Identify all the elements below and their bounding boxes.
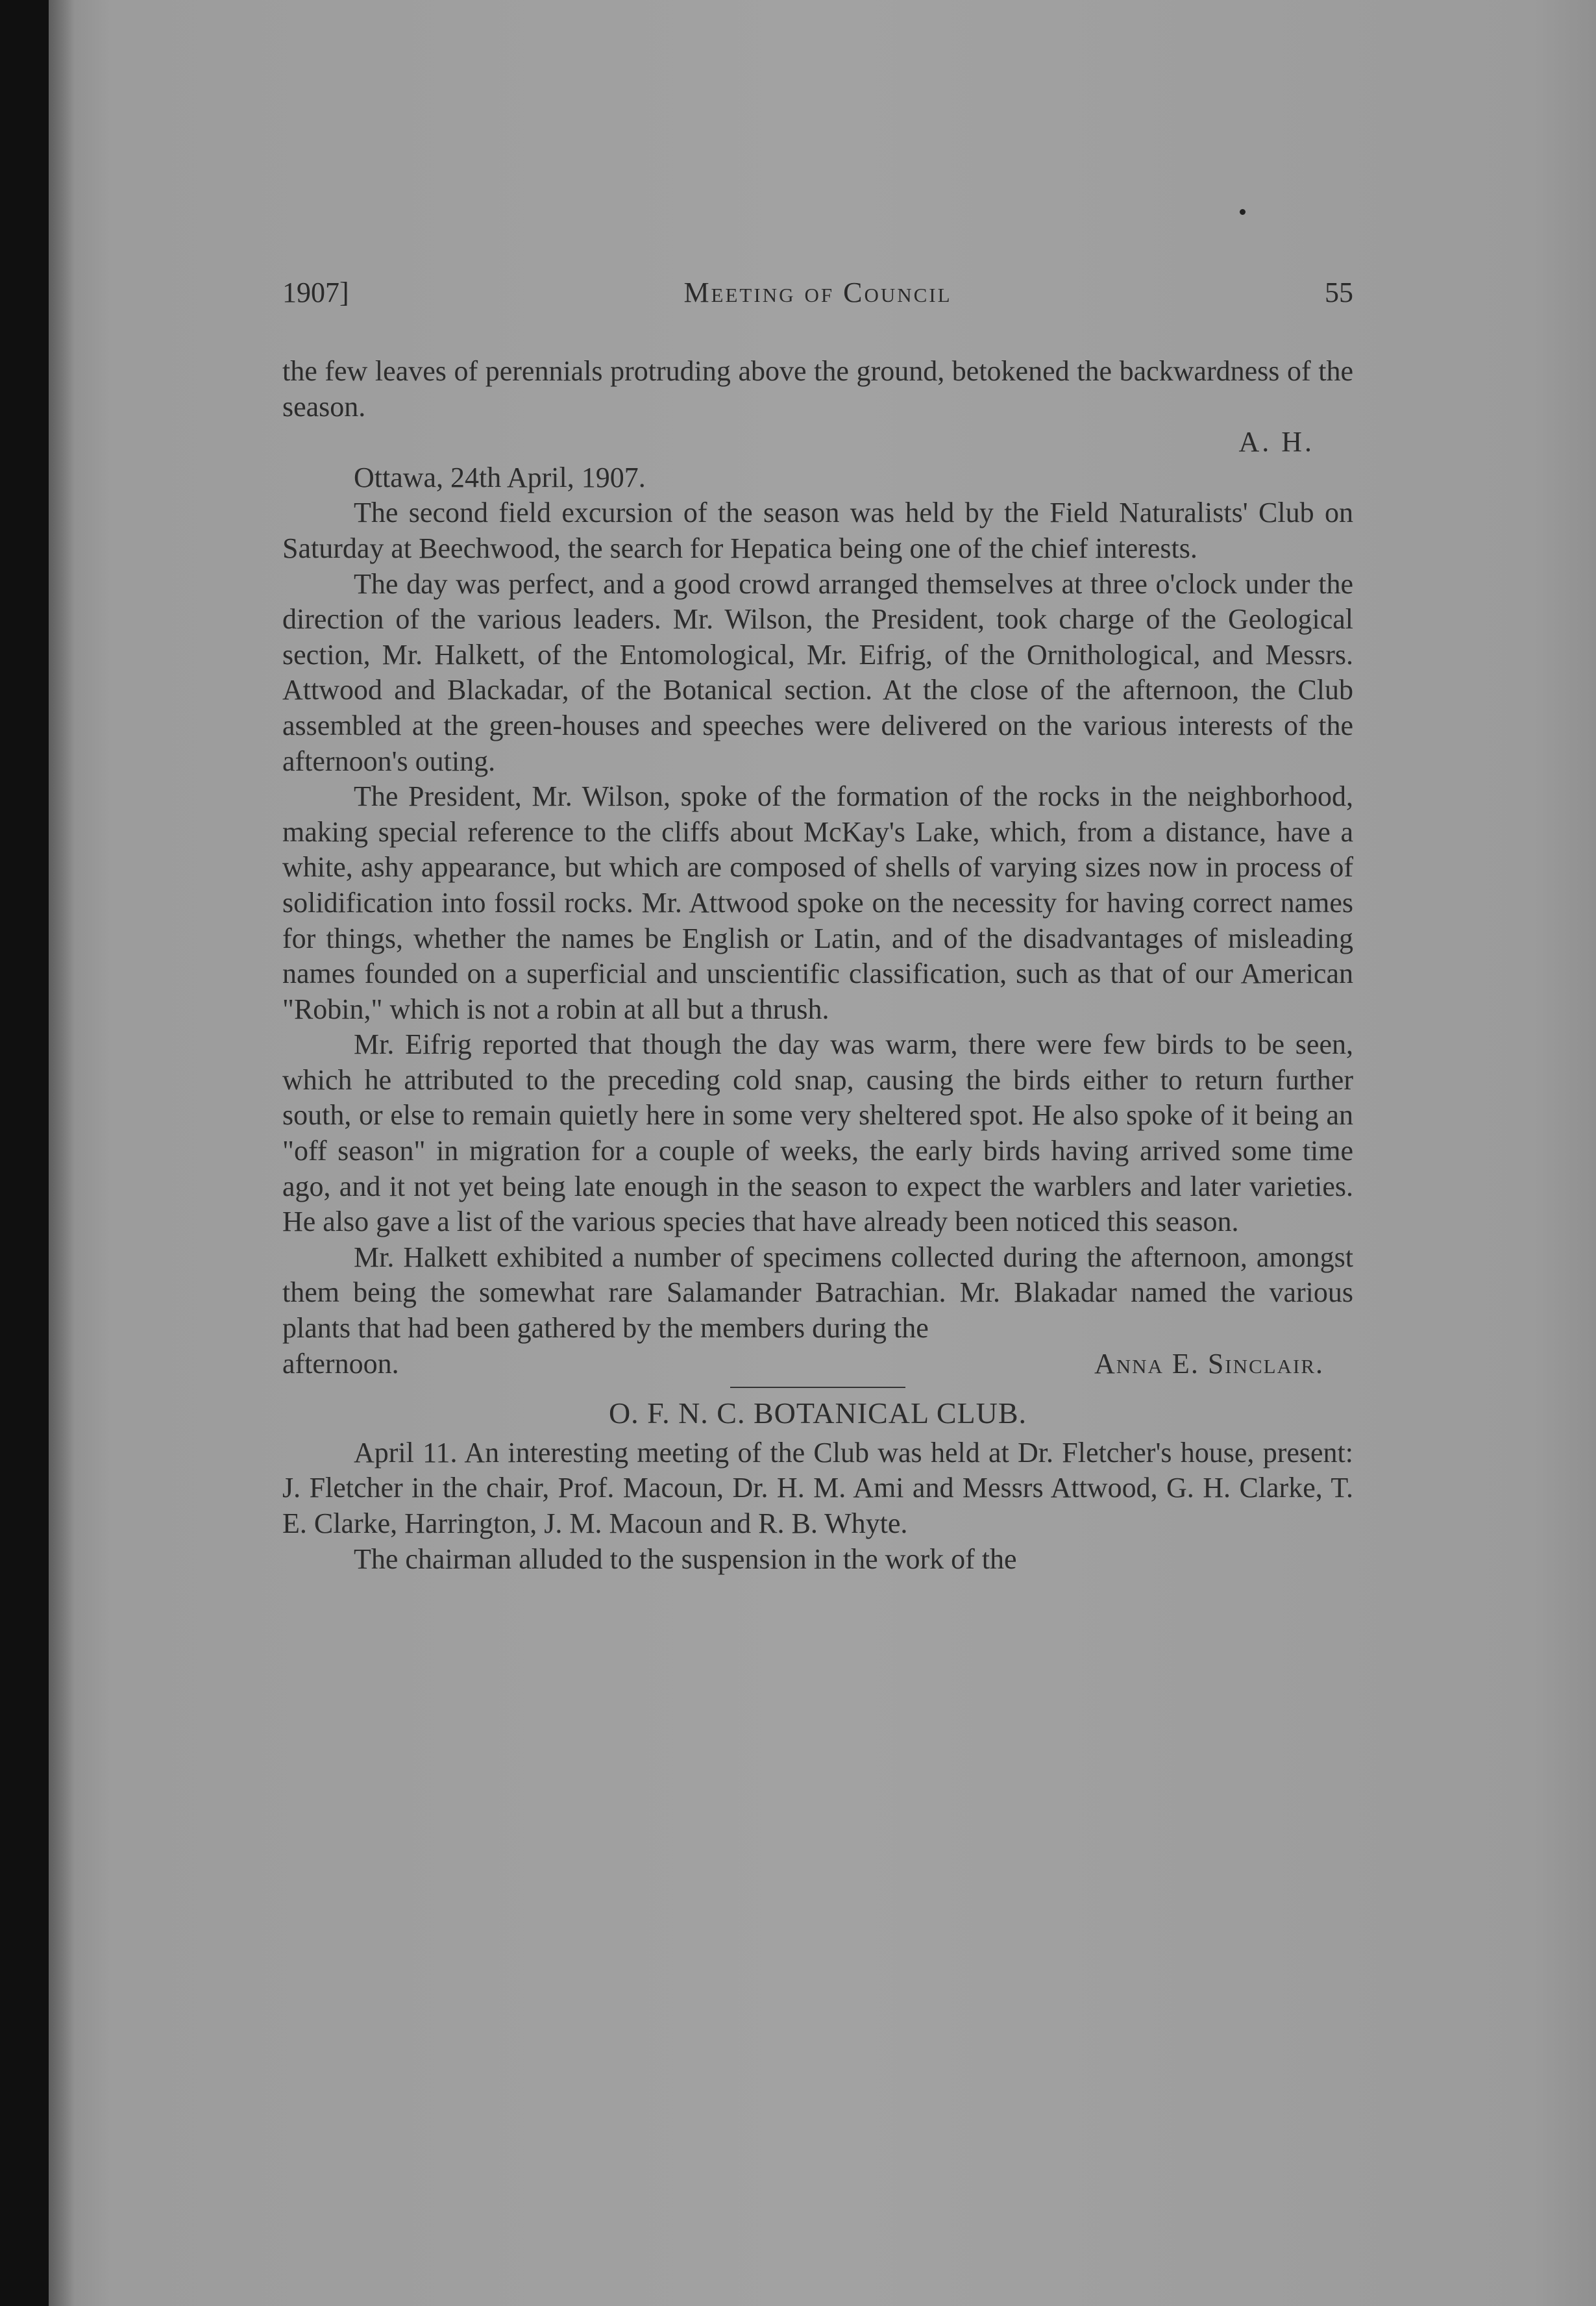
signature-line [282,1346,1353,1382]
header-title: Meeting of Council [683,277,952,308]
dust-speck [1240,209,1246,215]
header-year: 1907] [282,277,349,308]
paragraph-meeting: April 11. An interesting meeting of the Club was held at Dr. Fletcher's house, present: J. Fletcher in the chair, Prof. Macoun, Dr. H. M. Ami and Messrs Attwood, G. H. Clarke, T. E. Clarke, Harrington, J. M. Macoun and R. B. Whyte. [282,1436,1353,1539]
section-divider [730,1387,905,1388]
paragraph-excursion: The second field excursion of the season was held by the Field Naturalists' Club on Saturday at Beechwood, the search for Hepatica being one of the chief interests. [282,497,1353,564]
binding-shadow [49,0,75,2306]
paragraph-specimens: Mr. Halkett exhibited a number of specimens collected during the afternoon, amongst them being the somewhat rare Salamander Batrachian. Mr. Blakadar named the various plants that had been gathered by the members during the [282,1241,1353,1345]
paragraph-dateline: Ottawa, 24th April, 1907. [354,461,646,493]
section-heading: O. F. N. C. BOTANICAL CLUB. [608,1396,1027,1430]
article-body [282,354,1353,1577]
page-number: 55 [1325,277,1353,308]
paragraph-leaders: The day was perfect, and a good crowd arranged themselves at three o'clock under the direction of the various leaders. Mr. Wilson, the President, took charge of the Geological section, Mr. Halkett, of the Entomological, Mr. Eifrig, of the Ornithological, and Messrs. Attwood and Blackadar, of the Botanical section. At the close of the afternoon, the Club assembled at the green-houses and speeches were delivered on the various interests of the afternoon's outing. [282,567,1353,777]
signature-initials: A. H. [1238,426,1314,458]
signature-name: Anna E. Sinclair. [1094,1347,1324,1380]
running-header [282,276,1353,321]
paragraph-president: The President, Mr. Wilson, spoke of the formation of the rocks in the neighborhood, making special reference to the cliffs about McKay's Lake, which, from a distance, have a white, ashy appearance, but which are composed of shells of varying sizes now in process of solidification into fossil rocks. Mr. Attwood spoke on the necessity for having correct names for things, whether the names be English or Latin, and of the disadvantages of misleading names founded on a superficial and unscientific classification, such as that of our American "Robin," which is not a robin at all but a thrush. [282,780,1353,1025]
scanned-page [49,0,1596,2306]
signature-line [282,425,1353,460]
paragraph-chairman: The chairman alluded to the suspension in the work of the [354,1543,1017,1575]
paragraph-birds: Mr. Eifrig reported that though the day was warm, there were few birds to be seen, which he attributed to the preceding cold snap, causing the birds either to return further south, or else to remain quietly here in some very sheltered spot. He also spoke of it being an "off season" in migration for a couple of weeks, the early birds having arrived some time ago, and it not yet being late enough in the season to expect the warblers and later varieties. He also gave a list of the various species that have already been noticed this season. [282,1028,1353,1238]
paragraph-continuation: the few leaves of perennials protruding above the ground, betokened the backwardness of the season. [282,355,1353,423]
paragraph-specimens-end: afternoon. [282,1347,399,1380]
